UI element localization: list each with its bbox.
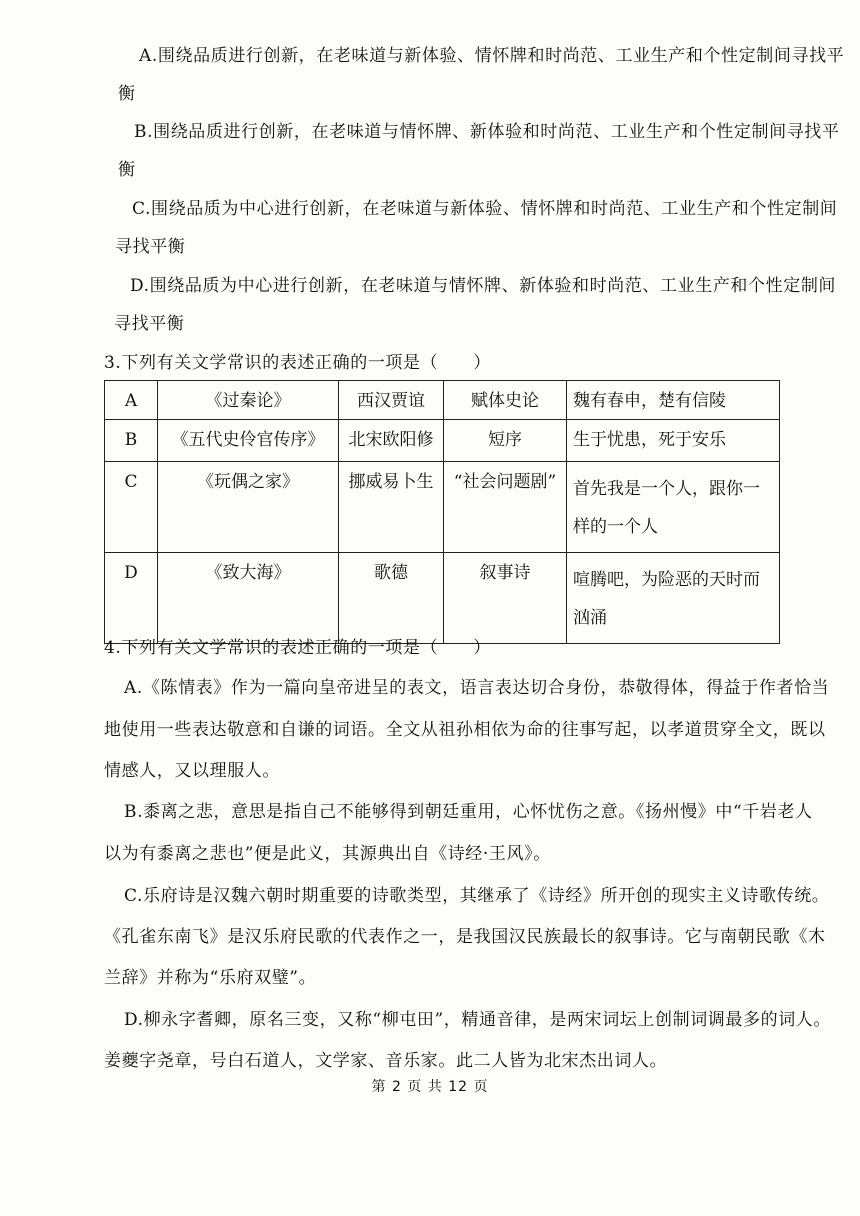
literature-table <box>104 380 780 644</box>
q4-option-d-line1: D.柳永字耆卿，原名三变，又称“柳屯田”，精通音律，是两宋词坛上创制词调最多的词人。 <box>124 1010 832 1030</box>
table-cell-work: 《致大海》 <box>158 553 339 644</box>
table-cell-author: 北宋欧阳修 <box>339 420 444 462</box>
table-row <box>105 381 780 420</box>
q2-option-a-line1: A.围绕品质进行创新，在老味道与新体验、情怀牌和时尚范、工业生产和个性定制间寻找平 <box>139 46 845 66</box>
table-cell-label: B <box>105 420 158 462</box>
q4-option-c-line2: 《孔雀东南飞》是汉乐府民歌的代表作之一，是我国汉民族最长的叙事诗。它与南朝民歌《木 <box>104 927 826 947</box>
table-cell-author: 西汉贾谊 <box>339 381 444 420</box>
table-cell-work: 《过秦论》 <box>158 381 339 420</box>
table-cell-quote: 首先我是一个人，跟你一样的一个人 <box>567 462 780 553</box>
table-cell-author: 歌德 <box>339 553 444 644</box>
q4-stem: 4.下列有关文学常识的表述正确的一项是（ ） <box>104 638 492 658</box>
q4-option-b-line2: 以为有黍离之悲也”便是此义，其源典出自《诗经·王风》。 <box>104 844 551 864</box>
table-cell-genre: 叙事诗 <box>444 553 567 644</box>
q2-option-c-line2: 寻找平衡 <box>115 237 186 257</box>
table-cell-label: A <box>105 381 158 420</box>
table-row <box>105 420 780 462</box>
q2-option-d-line1: D.围绕品质为中心进行创新，在老味道与情怀牌、新体验和时尚范、工业生产和个性定制间 <box>130 276 837 296</box>
q2-option-a-line2: 衡 <box>118 84 136 104</box>
table-row <box>105 462 780 553</box>
table-cell-label: C <box>105 462 158 553</box>
q4-option-b-line1: B.黍离之悲，意思是指自己不能够得到朝廷重用，心怀忧伤之意。《扬州慢》中“千岩老人 <box>124 802 813 822</box>
q4-option-a-line3: 情感人，又以理服人。 <box>104 761 280 781</box>
table-cell-quote: 生于忧患，死于安乐 <box>567 420 780 462</box>
q2-option-c-line1: C.围绕品质为中心进行创新，在老味道与新体验、情怀牌和时尚范、工业生产和个性定制间 <box>132 199 838 219</box>
table-cell-genre: 短序 <box>444 420 567 462</box>
q4-option-a-line1: A.《陈情表》作为一篇向皇帝进呈的表文，语言表达切合身份，恭敬得体，得益于作者恰当 <box>124 678 830 698</box>
table-cell-genre: “社会问题剧” <box>444 462 567 553</box>
table-cell-label: D <box>105 553 158 644</box>
q4-option-a-line2: 地使用一些表达敬意和自谦的词语。全文从祖孙相依为命的往事写起，以孝道贯穿全文，既以 <box>104 720 826 740</box>
table-cell-genre: 赋体史论 <box>444 381 567 420</box>
q4-option-c-line1: C.乐府诗是汉魏六朝时期重要的诗歌类型，其继承了《诗经》所开创的现实主义诗歌传统。 <box>124 886 830 906</box>
q3-stem: 3.下列有关文学常识的表述正确的一项是（ ） <box>104 353 492 373</box>
table-cell-quote: 喧腾吧，为险恶的天时而汹涌 <box>567 553 780 644</box>
q2-option-b-line2: 衡 <box>118 160 136 180</box>
q2-option-b-line1: B.围绕品质进行创新，在老味道与情怀牌、新体验和时尚范、工业生产和个性定制间寻找平 <box>134 122 840 142</box>
q2-option-d-line2: 寻找平衡 <box>114 314 185 334</box>
table-cell-author: 挪威易卜生 <box>339 462 444 553</box>
table-cell-work: 《五代史伶官传序》 <box>158 420 339 462</box>
q4-option-c-line3: 兰辞》并称为“乐府双璧”。 <box>104 968 317 988</box>
q4-option-d-line2: 姜夔字尧章，号白石道人，文学家、音乐家。此二人皆为北宋杰出词人。 <box>104 1051 668 1071</box>
page-footer: 第 2 页 共 12 页 <box>371 1079 489 1095</box>
table-row <box>105 553 780 644</box>
table-cell-work: 《玩偶之家》 <box>158 462 339 553</box>
table-cell-quote: 魏有春申，楚有信陵 <box>567 381 780 420</box>
